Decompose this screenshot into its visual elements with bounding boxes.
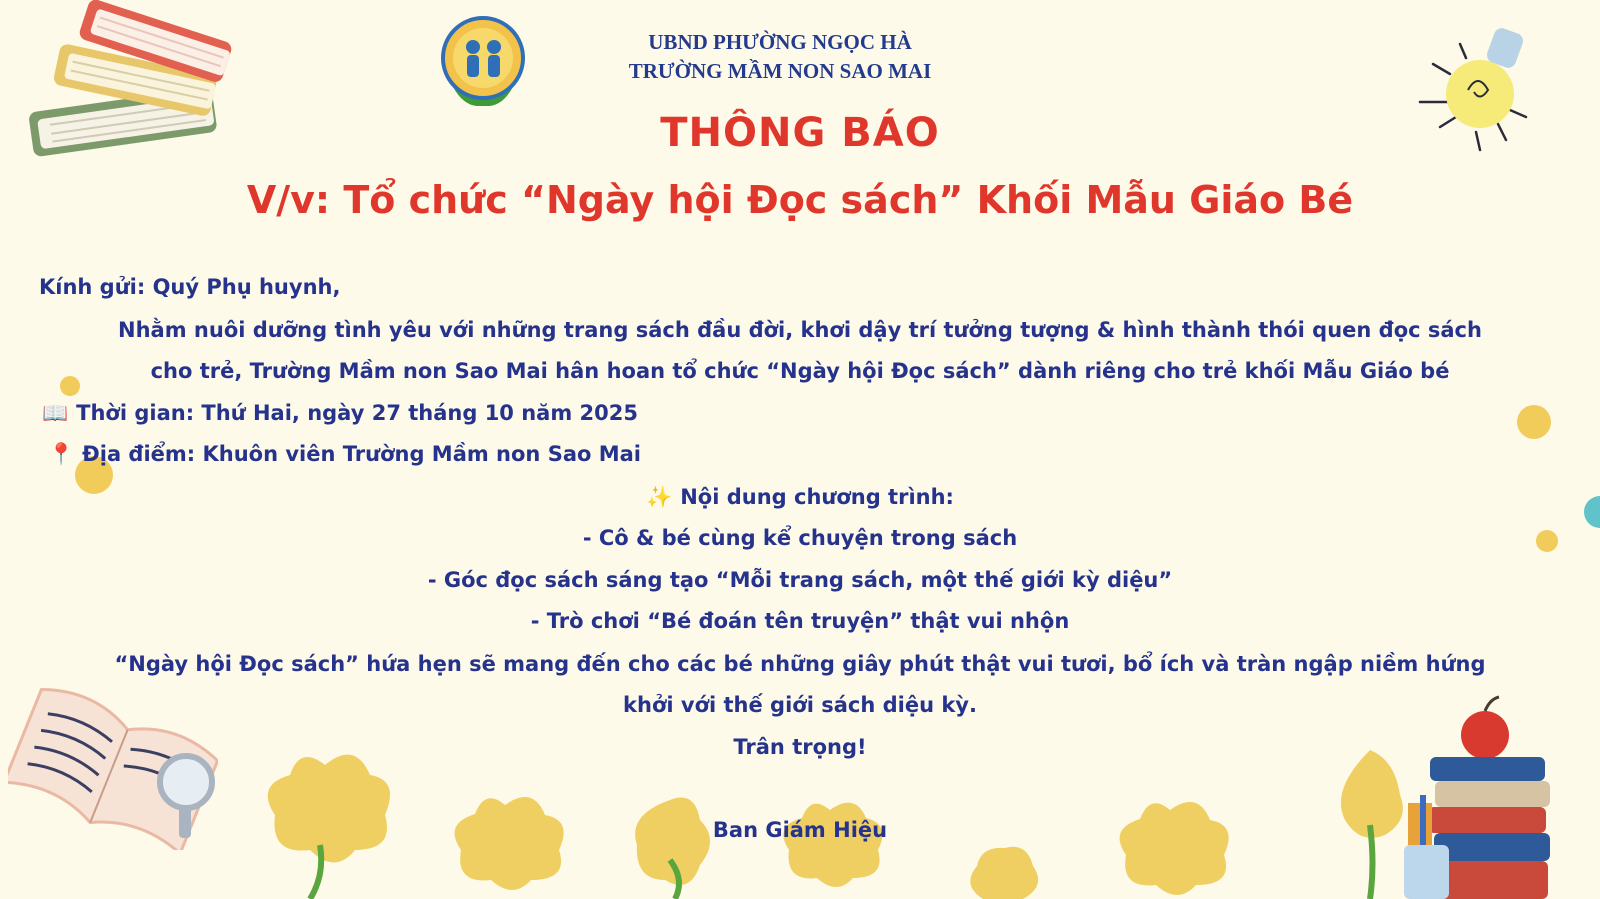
school-logo-icon <box>438 14 528 106</box>
regards: Trân trọng! <box>733 735 867 759</box>
event-time <box>42 401 638 426</box>
flower-icon <box>440 790 570 899</box>
decor-dot <box>1517 405 1551 439</box>
pin-icon: 📍 <box>48 442 75 466</box>
signature: Ban Giám Hiệu <box>712 818 888 842</box>
program-item: - Trò chơi “Bé đoán tên truyện” thật vui nhộn <box>530 609 1070 633</box>
event-place <box>48 442 641 467</box>
program-heading-text: Nội dung chương trình: <box>680 485 954 509</box>
apple-books-pencil-cup-icon <box>1400 695 1560 899</box>
program-heading <box>0 485 1600 510</box>
flower-icon <box>1105 795 1235 899</box>
closing-line-1: “Ngày hội Đọc sách” hứa hẹn sẽ mang đến cho các bé những giây phút thật vui tươi, bổ ích và tràn ngập niềm hứng <box>114 652 1486 676</box>
program-item: - Cô & bé cùng kể chuyện trong sách <box>582 526 1018 550</box>
book-icon: 📖 <box>42 401 69 425</box>
event-place-text: Địa điểm: Khuôn viên Trường Mầm non Sao Mai <box>82 442 641 466</box>
authority-name: UBND PHƯỜNG NGỌC HÀ <box>648 30 912 54</box>
flower-icon <box>625 790 720 899</box>
greeting: Kính gửi: Quý Phụ huynh, <box>39 275 341 299</box>
sparkles-icon: ✨ <box>646 485 673 509</box>
flower-icon <box>965 840 1045 899</box>
closing-line-2: khởi với thế giới sách diệu kỳ. <box>623 693 977 717</box>
event-time-text: Thời gian: Thứ Hai, ngày 27 tháng 10 năm 2025 <box>76 401 638 425</box>
program-item: - Góc đọc sách sáng tạo “Mỗi trang sách, một thế giới kỳ diệu” <box>427 568 1173 592</box>
school-name: TRƯỜNG MẦM NON SAO MAI <box>628 59 932 83</box>
intro-line-2: cho trẻ, Trường Mầm non Sao Mai hân hoan tổ chức “Ngày hội Đọc sách” dành riêng cho trẻ khối Mẫu Giáo bé <box>150 359 1450 383</box>
notice-title: THÔNG BÁO <box>660 110 940 156</box>
notice-subtitle: V/v: Tổ chức “Ngày hội Đọc sách” Khối Mẫu Giáo Bé <box>246 178 1354 222</box>
flower-icon <box>775 795 890 899</box>
intro-line-1: Nhằm nuôi dưỡng tình yêu với những trang sách đầu đời, khơi dậy trí tưởng tượng & hình thành thói quen đọc sách <box>118 318 1482 342</box>
